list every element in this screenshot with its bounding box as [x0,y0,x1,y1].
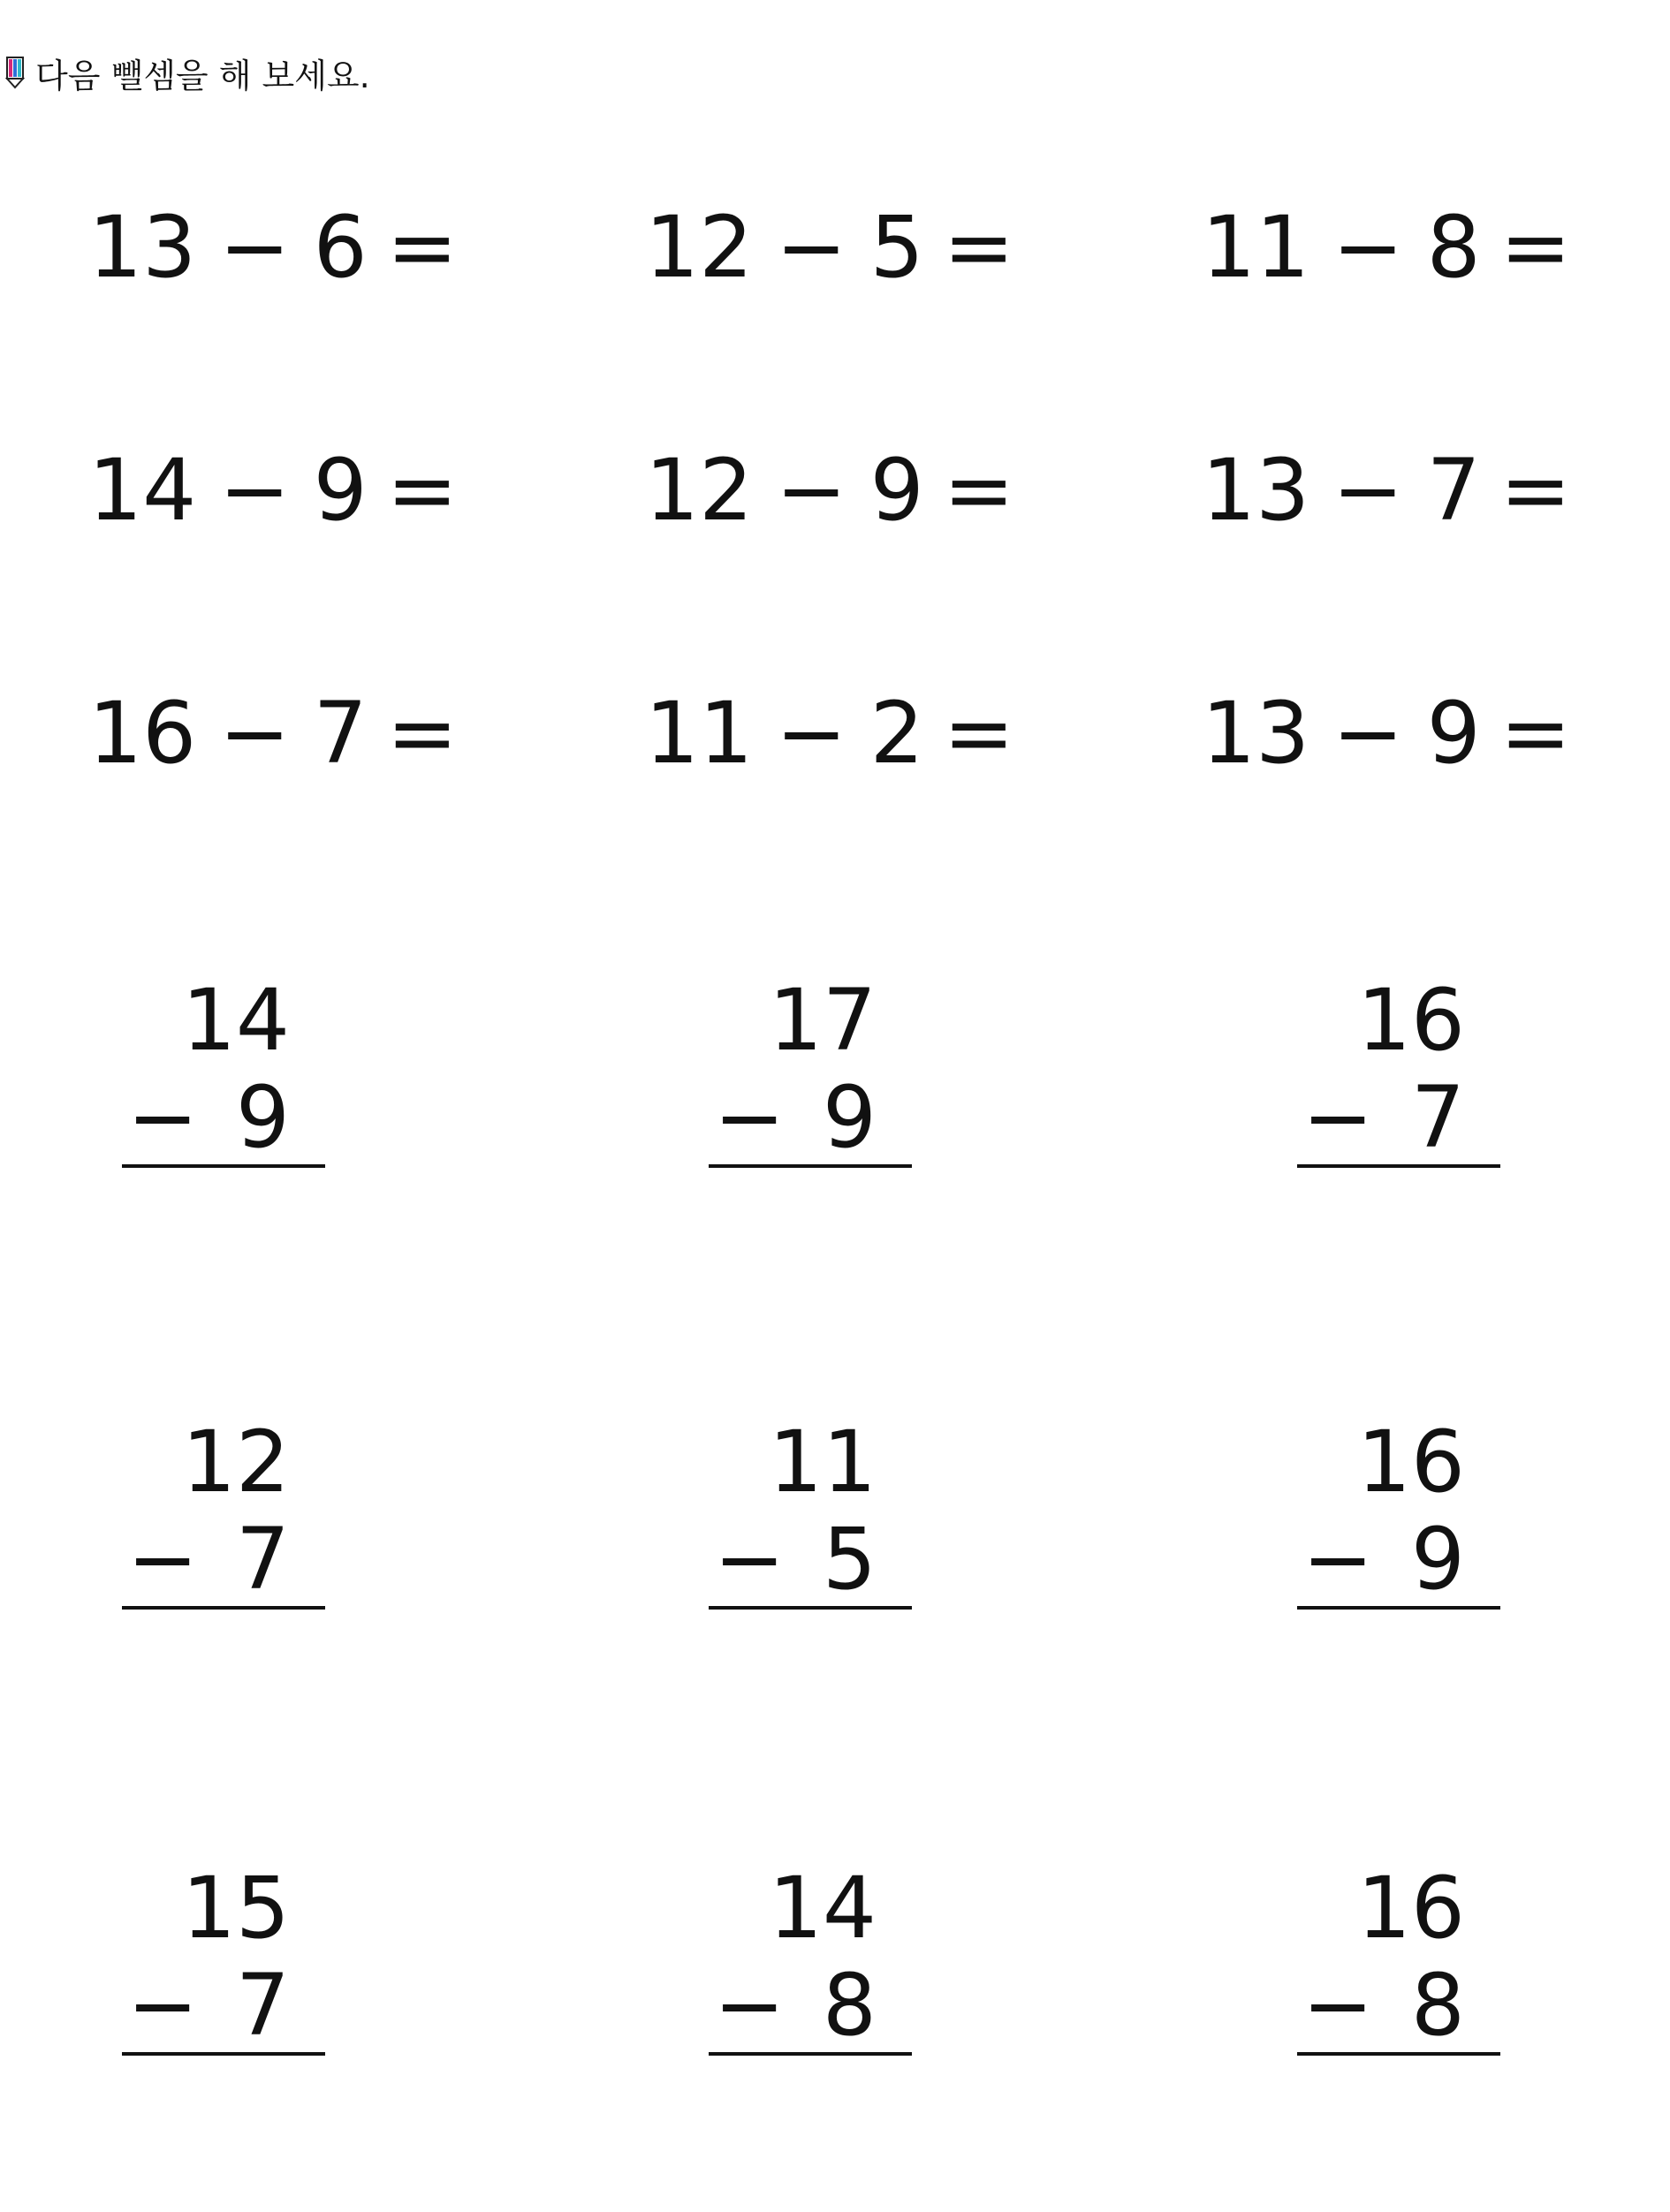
subtrahend: 2 [869,684,924,783]
subtrahend: 8 [1426,198,1481,297]
minus-sign: − [776,441,847,540]
answer-line [122,2052,325,2056]
minus-sign: − [1332,198,1404,297]
minuend: 13 [88,198,197,297]
subtrahend: 9 [822,1068,877,1167]
minuend: 16 [1356,1859,1465,1958]
subtrahend: 7 [235,1956,290,2055]
vertical-problem [709,1413,912,1617]
subtrahend: 7 [1426,441,1481,540]
minus-sign: − [219,198,291,297]
subtrahend: 9 [869,441,924,540]
minuend: 16 [88,684,197,783]
minus-sign: − [127,1956,199,2055]
subtrahend: 8 [822,1956,877,2055]
minuend: 16 [1356,1413,1465,1511]
minus-sign: − [714,1510,786,1609]
minus-sign: − [127,1510,199,1609]
minus-sign: − [1302,1068,1374,1167]
subtrahend: 7 [235,1510,290,1609]
vertical-problem [1297,972,1500,1175]
vertical-problem [1297,1860,1500,2063]
equals-sign: = [1499,684,1572,783]
answer-line [709,1164,912,1168]
subtrahend: 9 [1410,1510,1465,1609]
minuend: 13 [1202,441,1310,540]
equals-sign: = [386,684,459,783]
equals-sign: = [1499,441,1572,540]
minus-sign: − [776,684,847,783]
answer-line [1297,2052,1500,2056]
equals-sign: = [1499,198,1572,297]
equals-sign: = [386,441,459,540]
minus-sign: − [1332,684,1404,783]
subtrahend: 9 [313,441,368,540]
minuend: 14 [768,1859,877,1958]
vertical-problem [122,1413,325,1617]
vertical-problem [122,972,325,1175]
minuend: 14 [181,971,290,1070]
minuend: 14 [88,441,197,540]
minuend: 11 [645,684,754,783]
equals-sign: = [386,198,459,297]
minus-sign: − [127,1068,199,1167]
minus-sign: − [219,684,291,783]
minus-sign: − [1332,441,1404,540]
minuend: 12 [181,1413,290,1511]
vertical-problem [1297,1413,1500,1617]
instruction-text: 다음 뺄셈을 해 보세요. [35,56,370,95]
subtrahend: 6 [313,198,368,297]
minus-sign: − [776,198,847,297]
answer-line [122,1164,325,1168]
subtrahend: 9 [1426,684,1481,783]
vertical-problem [709,972,912,1175]
subtrahend: 5 [822,1510,877,1609]
minuend: 11 [768,1413,877,1511]
equals-sign: = [943,684,1015,783]
minus-sign: − [1302,1510,1374,1609]
subtrahend: 7 [313,684,368,783]
answer-line [1297,1606,1500,1610]
answer-line [709,1606,912,1610]
vertical-problem [122,1860,325,2063]
minuend: 12 [645,441,754,540]
answer-line [122,1606,325,1610]
minuend: 15 [181,1859,290,1958]
minuend: 12 [645,198,754,297]
minus-sign: − [714,1068,786,1167]
subtrahend: 5 [869,198,924,297]
vertical-problem [709,1860,912,2063]
minus-sign: − [714,1956,786,2055]
minuend: 17 [768,971,877,1070]
minuend: 13 [1202,684,1310,783]
subtrahend: 8 [1410,1956,1465,2055]
minuend: 11 [1202,198,1310,297]
answer-line [709,2052,912,2056]
equals-sign: = [943,198,1015,297]
subtrahend: 9 [235,1068,290,1167]
subtrahend: 7 [1410,1068,1465,1167]
equals-sign: = [943,441,1015,540]
answer-line [1297,1164,1500,1168]
minus-sign: − [219,441,291,540]
minus-sign: − [1302,1956,1374,2055]
minuend: 16 [1356,971,1465,1070]
